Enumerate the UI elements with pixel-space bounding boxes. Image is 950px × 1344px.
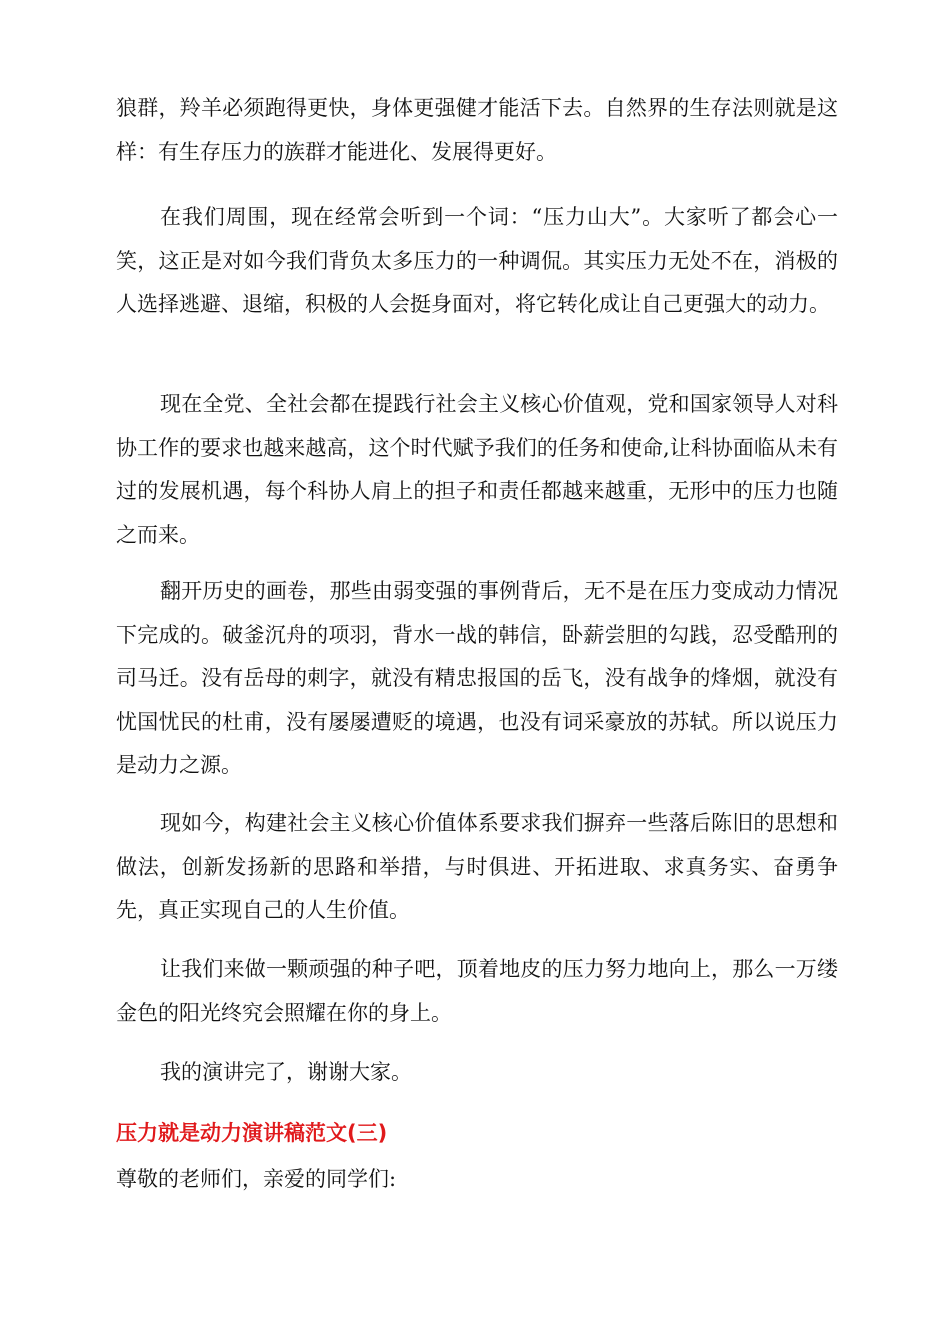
paragraph-7: 我的演讲完了，谢谢大家。 [160, 1060, 412, 1084]
paragraph-3: 现在全党、全社会都在提践行社会主义核心价值观，党和国家领导人对科协工作的要求也越来越高，这个时代赋予我们的任务和使命,让科协面临从未有过的发展机遇，每个科协人肩上的担子和责任都越来越重，无形中的压力也随之而来。 [116, 392, 838, 547]
paragraph-1: 狼群，羚羊必须跑得更快，身体更强健才能活下去。自然界的生存法则就是这样：有生存压力的族群才能进化、发展得更好。 [116, 96, 838, 164]
paragraph-4: 翻开历史的画卷，那些由弱变强的事例背后，无不是在压力变成动力情况下完成的。破釜沉舟的项羽，背水一战的韩信，卧薪尝胆的勾践，忍受酷刑的司马迁。没有岳母的刺字，就没有精忠报国的岳飞，没有战争的烽烟，就没有忧国忧民的杜甫，没有屡屡遭贬的境遇，也没有词采豪放的苏轼。所以说压力是动力之源。 [116, 579, 838, 778]
paragraph-5: 现如今，构建社会主义核心价值体系要求我们摒弃一些落后陈旧的思想和做法，创新发扬新的思路和举措，与时俱进、开拓进取、求真务实、奋勇争先，真正实现自己的人生价值。 [116, 811, 838, 923]
paragraph-6: 让我们来做一颗顽强的种子吧，顶着地皮的压力努力地向上，那么一万缕金色的阳光终究会照耀在你的身上。 [116, 957, 838, 1025]
salutation: 尊敬的老师们，亲爱的同学们: [116, 1167, 397, 1191]
section-heading: 压力就是动力演讲稿范文(三) [116, 1121, 388, 1145]
paragraph-2: 在我们周围，现在经常会听到一个词：“压力山大”。大家听了都会心一笑，这正是对如今我们背负太多压力的一种调侃。其实压力无处不在，消极的人选择逃避、退缩，积极的人会挺身面对，将它转化成让自己更强大的动力。 [116, 205, 838, 317]
